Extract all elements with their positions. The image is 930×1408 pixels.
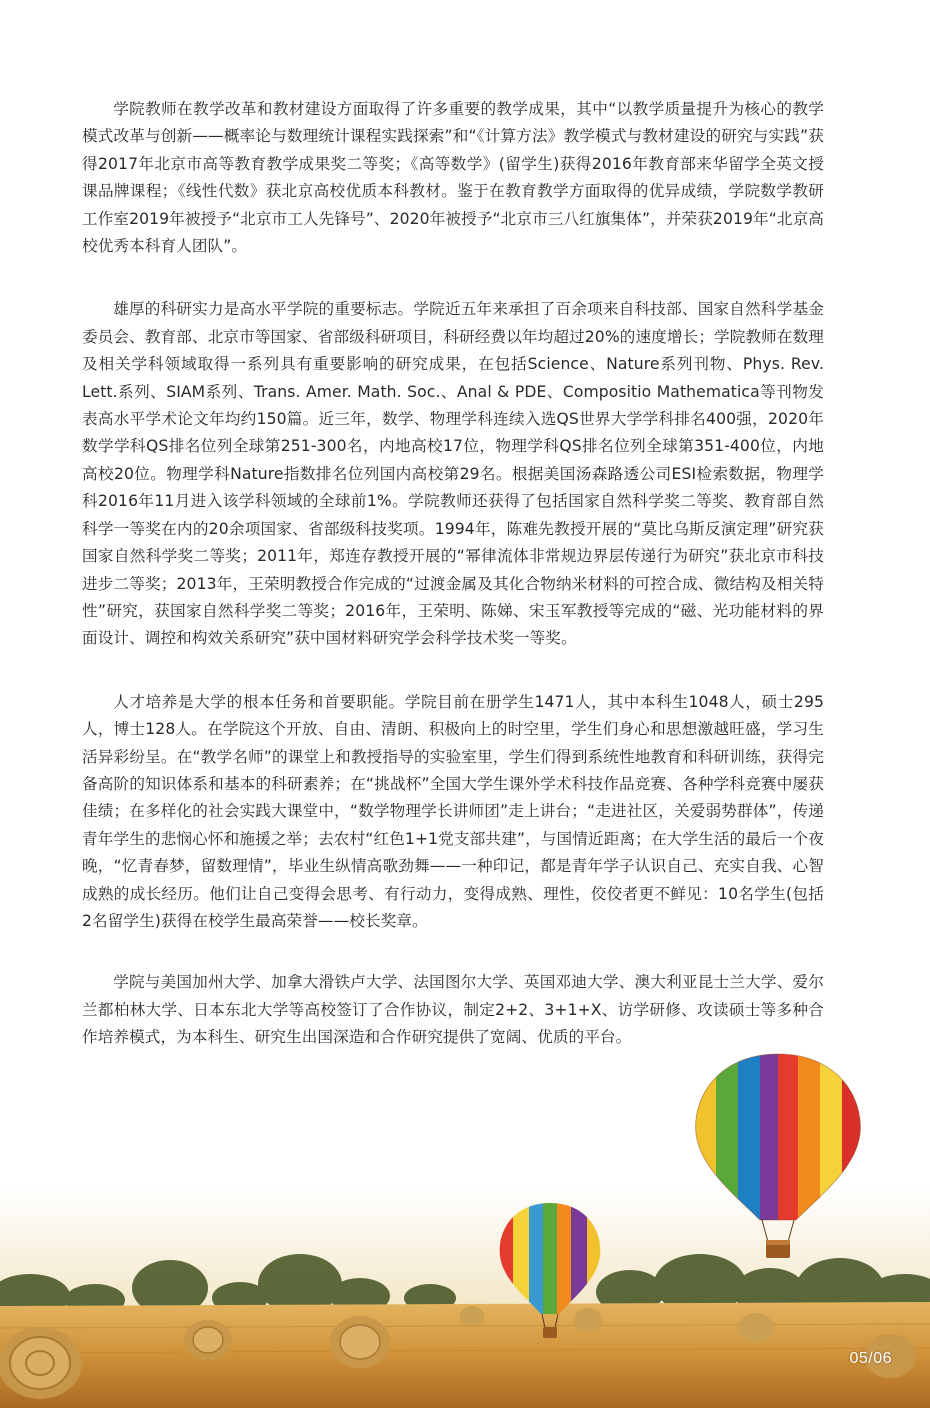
paragraph-research-strength: 雄厚的科研实力是高水平学院的重要标志。学院近五年来承担了百余项来自科技部、国家自然科学基金委员会、教育部、北京市等国家、省部级科研项目，科研经费以年均超过20%的速度增长；学院教师在数理及相关学科领域取得一系列具有重要影响的研究成果，在包括Science、Nature系列刊物、Phys. Rev. Lett.系列、SIAM系列、Trans. Amer. Math. Soc.、Anal & PDE、Compositio Mathematica等刊物发表高水平学术论文年均约150篇。近三年，数学、物理学科连续入选QS世界大学学科排名400强，2020年数学学科QS排名位列全球第251-300名，内地高校17位，物理学科QS排名位列全球第351-400位，内地高校20位。物理学科Nature指数排名位列国内高校第29名。根据美国汤森路透公司ESI检索数据，物理学科2016年11月进入该学科领域的全球前1%。学院教师还获得了包括国家自然科学奖二等奖、教育部自然科学一等奖在内的20余项国家、省部级科技奖项。1994年，陈难先教授开展的“莫比乌斯反演定理”研究获国家自然科学奖二等奖；2011年，郑连存教授开展的“幂律流体非常规边界层传递行为研究”获北京市科技进步二等奖；2013年，王荣明教授合作完成的“过渡金属及其化合物纳米材料的可控合成、微结构及相关特性”研究，获国家自然科学奖二等奖；2016年，王荣明、陈娣、宋玉军教授等完成的“磁、光功能材料的界面设计、调控和构效关系研究”获中国材料研究学会科学技术奖一等奖。: [82, 300, 824, 648]
hot-air-balloon-icon: [688, 1050, 868, 1265]
paragraph-talent-cultivation: 人才培养是大学的根本任务和首要职能。学院目前在册学生1471人，其中本科生1048人，硕士295人，博士128人。在学院这个开放、自由、清朗、积极向上的时空里，学生们身心和思想激越旺盛，学习生活异彩纷呈。在“教学名师”的课堂上和教授指导的实验室里，学生们得到系统性地教育和科研训练，获得完备高阶的知识体系和基本的科研素养；在“挑战杯”全国大学生课外学术科技作品竞赛、各种学科竞赛中屡获佳绩；在多样化的社会实践大课堂中，“数学物理学长讲师团”走上讲台；“走进社区，关爱弱势群体”，传递青年学生的悲悯心怀和施援之举；去农村“红色1+1党支部共建”，与国情近距离；在大学生活的最后一个夜晚，“忆青春梦，留数理情”，毕业生纵情高歌劲舞——一种印记，都是青年学子认识自己、充实自我、心智成熟的成长经历。他们让自己变得会思考、有行动力，变得成熟、理性，佼佼者更不鲜见：10名学生(包括2名留学生)获得在校学生最高荣誉——校长奖章。: [82, 692, 824, 930]
hot-air-balloon-icon: [495, 1200, 605, 1345]
page-number: 05/06: [849, 1350, 892, 1367]
paragraph-international-cooperation: 学院与美国加州大学、加拿大滑铁卢大学、法国图尔大学、英国邓迪大学、澳大利亚昆士兰大学、爱尔兰都柏林大学、日本东北大学等高校签订了合作协议，制定2+2、3+1+X、访学研修、攻读硕士等多种合作培养模式，为本科生、研究生出国深造和合作研究提供了宽阔、优质的平台。: [82, 973, 824, 1047]
paragraph-teaching-achievements: 学院教师在教学改革和教材建设方面取得了许多重要的教学成果，其中“以教学质量提升为核心的教学模式改革与创新——概率论与数理统计课程实践探索”和“《计算方法》教学模式与教材建设的研究与实践”获得2017年北京市高等教育教学成果奖二等奖；《高等数学》(留学生)获得2016年教育部来华留学全英文授课品牌课程；《线性代数》获北京高校优质本科教材。鉴于在教育教学方面取得的优异成绩，学院数学教研工作室2019年被授予“北京市工人先锋号”、2020年被授予“北京市三八红旗集体”，并荣获2019年“北京高校优秀本科育人团队”。: [82, 100, 824, 256]
article-body: [82, 96, 824, 1088]
